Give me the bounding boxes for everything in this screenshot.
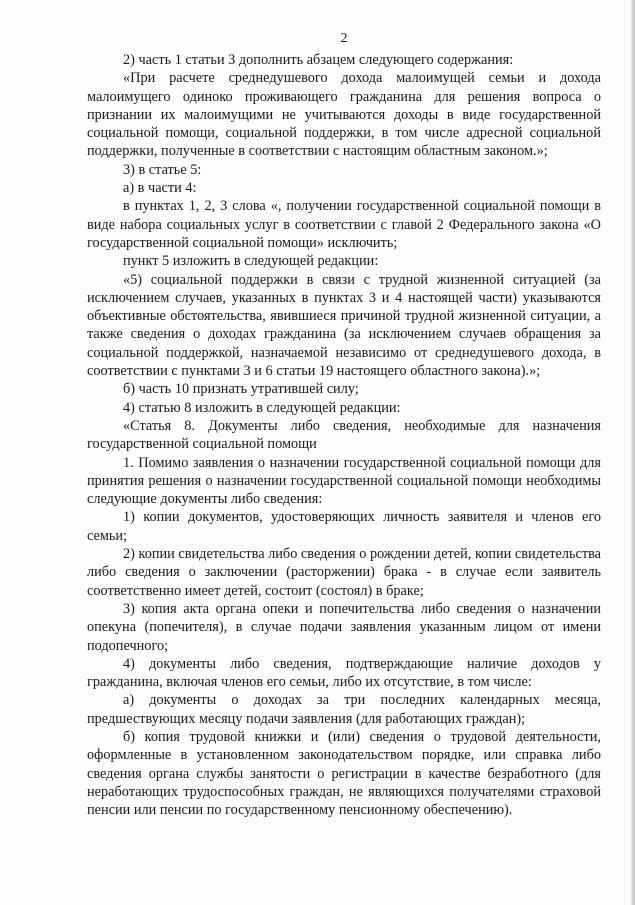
paragraph: в пунктах 1, 2, 3 слова «, получении государственной социальной помощи в виде набора социальных услуг в соответствии с главой 2 Федерального закона «О государственной социальной помощи» исключить;	[87, 198, 601, 251]
paragraph: 4) документы либо сведения, подтверждающие наличие доходов у гражданина, включая членов его семьи, либо их отсутствие, в том числе:	[87, 655, 601, 691]
paragraph: 2) часть 1 статьи 3 дополнить абзацем следующего содержания:	[123, 52, 514, 68]
paragraph: б) копия трудовой книжки и (или) сведения о трудовой деятельности, оформленные в установленном законодательством порядке, или справка либо сведения органа службы занятости о регистрации в качестве безработного (для неработающих трудоспособных граждан, не являющихся получателями страховой пенсии или пенсии по государственному пенсионному обеспечению).	[87, 728, 601, 819]
document-body	[87, 51, 601, 819]
paragraph: 3) в статье 5:	[123, 161, 202, 178]
paragraph: пункт 5 изложить в следующей редакции:	[123, 253, 379, 270]
paragraph: а) в части 4:	[123, 180, 197, 197]
paragraph: 1) копии документов, удостоверяющих личность заявителя и членов его семьи;	[87, 509, 601, 544]
page-number: 2	[340, 31, 348, 46]
paragraph: 3) копия акта органа опеки и попечительства либо сведения о назначении опекуна (попечителя), в случае подачи заявления указанным лицом от имени подопечного;	[87, 600, 601, 654]
paragraph: 2) копии свидетельства либо сведения о рождении детей, копии свидетельства либо сведения о заключении (расторжении) брака - в случае если заявитель соответственно имеет детей, состоит (состоял) в браке;	[87, 546, 601, 599]
paragraph: б) часть 10 признать утратившей силу;	[123, 381, 359, 398]
paragraph: «При расчете среднедушевого дохода малоимущей семьи и дохода малоимущего одиноко проживающего гражданина для решения вопроса о признании их малоимущими не учитываются доходы в виде государственной социальной помощи, социальной поддержки, в том числе адресной социальной поддержки, полученные в соответствии с настоящим областным законом.»;	[87, 70, 601, 160]
paragraph: 1. Помимо заявления о назначении государственной социальной помощи для принятия решения о назначении государственной социальной помощи необходимы следующие документы либо сведения:	[87, 454, 601, 508]
page-edge-shadow	[631, 0, 635, 905]
paragraph: а) документы о доходах за три последних календарных месяца, предшествующих месяцу подачи заявления (для работающих граждан);	[87, 692, 601, 727]
paragraph: 4) статью 8 изложить в следующей редакции:	[123, 399, 401, 416]
paragraph: «5) социальной поддержки в связи с трудной жизненной ситуацией (за исключением случаев, указанных в пунктах 3 и 4 настоящей части) указываются объективные обстоятельства, явившиеся причиной трудной жизненной ситуации, а также сведения о доходах гражданина (за исключением случаев обращения за социальной поддержкой, назначаемой независимо от среднедушевого дохода, в соответствии с пунктами 3 и 6 статьи 19 настоящего областного закона).»;	[87, 271, 601, 380]
paragraph: «Статья 8. Документы либо сведения, необходимые для назначения государственной социальной помощи	[87, 417, 601, 453]
